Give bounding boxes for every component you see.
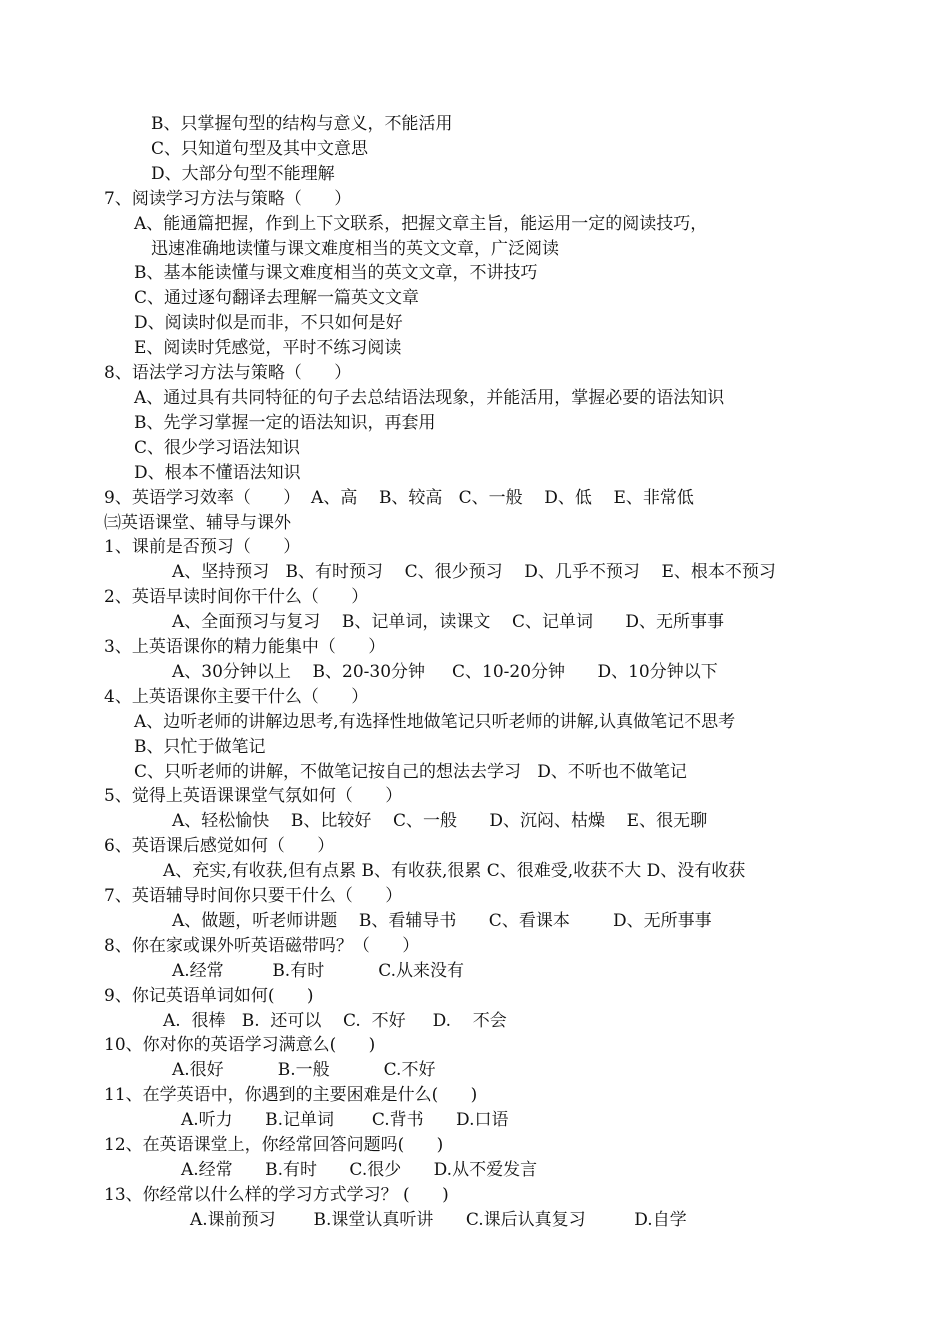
question-heading: 2、英语早读时间你干什么（ ） [104, 587, 369, 607]
text-line: B、基本能读懂与课文难度相当的英文文章，不讲技巧 [134, 263, 538, 283]
text-line: D、阅读时似是而非，不只如何是好 [134, 313, 403, 333]
text-line: A. 很棒 B. 还可以 C. 不好 D. 不会 [163, 1011, 507, 1031]
text-line: A、充实,有收获,但有点累 B、有收获,很累 C、很难受,收获不大 D、没有收获 [163, 861, 746, 881]
question-heading: 13、你经常以什么样的学习方式学习？ ( ) [104, 1185, 449, 1205]
text-line: 迅速准确地读懂与课文难度相当的英文文章，广泛阅读 [151, 239, 559, 259]
text-line: B、只掌握句型的结构与意义，不能活用 [151, 114, 453, 134]
question-heading: 4、上英语课你主要干什么（ ） [104, 687, 369, 707]
text-line: C、只知道句型及其中文意思 [151, 139, 369, 159]
text-line: D、根本不懂语法知识 [134, 463, 301, 483]
text-line: A.听力 B.记单词 C.背书 D.口语 [181, 1110, 509, 1130]
text-line: A.经常 B.有时 C.从来没有 [172, 961, 465, 981]
text-line: A.很好 B.一般 C.不好 [172, 1060, 436, 1080]
text-line: D、大部分句型不能理解 [151, 164, 335, 184]
question-heading: 9、你记英语单词如何( ) [104, 986, 314, 1006]
question-heading: 3、上英语课你的精力能集中（ ） [104, 637, 386, 657]
text-line: A、通过具有共同特征的句子去总结语法现象，并能活用，掌握必要的语法知识 [134, 388, 725, 408]
text-line: A.课前预习 B.课堂认真听讲 C.课后认真复习 D.自学 [190, 1210, 687, 1230]
text-line: A、轻松愉快 B、比较好 C、一般 D、沉闷、枯燥 E、很无聊 [172, 811, 708, 831]
text-line: A、30分钟以上 B、20-30分钟 C、10-20分钟 D、10分钟以下 [172, 662, 718, 682]
text-line: E、阅读时凭感觉，平时不练习阅读 [134, 338, 402, 358]
text-line: A、全面预习与复习 B、记单词，读课文 C、记单词 D、无所事事 [172, 612, 725, 632]
question-heading: 9、英语学习效率（ ） A、高 B、较高 C、一般 D、低 E、非常低 [104, 488, 694, 508]
text-line: A、能通篇把握，作到上下文联系，把握文章主旨，能运用一定的阅读技巧， [134, 214, 708, 234]
question-heading: 11、在学英语中，你遇到的主要困难是什么( ) [104, 1085, 478, 1105]
question-heading: 1、课前是否预习（ ） [104, 537, 301, 557]
text-line: C、很少学习语法知识 [134, 438, 301, 458]
question-heading: 10、你对你的英语学习满意么( ) [104, 1035, 376, 1055]
question-heading: 7、阅读学习方法与策略（ ） [104, 189, 352, 209]
question-heading: 7、英语辅导时间你只要干什么（ ） [104, 886, 403, 906]
text-line: C、只听老师的讲解，不做笔记按自己的想法去学习 D、不听也不做笔记 [134, 762, 687, 782]
question-heading: 8、语法学习方法与策略（ ） [104, 363, 352, 383]
text-line: A.经常 B.有时 C.很少 D.从不爱发言 [181, 1160, 538, 1180]
text-line: A、边听老师的讲解边思考,有选择性地做笔记只听老师的讲解,认真做笔记不思考 [134, 712, 736, 732]
text-line: B、只忙于做笔记 [134, 737, 266, 757]
question-heading: 5、觉得上英语课课堂气氛如何（ ） [104, 786, 403, 806]
question-heading: 8、你在家或课外听英语磁带吗？（ ） [104, 936, 420, 956]
text-line: C、通过逐句翻译去理解一篇英文文章 [134, 288, 420, 308]
text-line: A、坚持预习 B、有时预习 C、很少预习 D、几乎不预习 E、根本不预习 [172, 562, 776, 582]
section-heading: ㈢英语课堂、辅导与课外 [104, 513, 291, 533]
question-heading: 12、在英语课堂上，你经常回答问题吗( ) [104, 1135, 444, 1155]
question-heading: 6、英语课后感觉如何（ ） [104, 836, 335, 856]
text-line: A、做题，听老师讲题 B、看辅导书 C、看课本 D、无所事事 [172, 911, 712, 931]
text-line: B、先学习掌握一定的语法知识，再套用 [134, 413, 436, 433]
